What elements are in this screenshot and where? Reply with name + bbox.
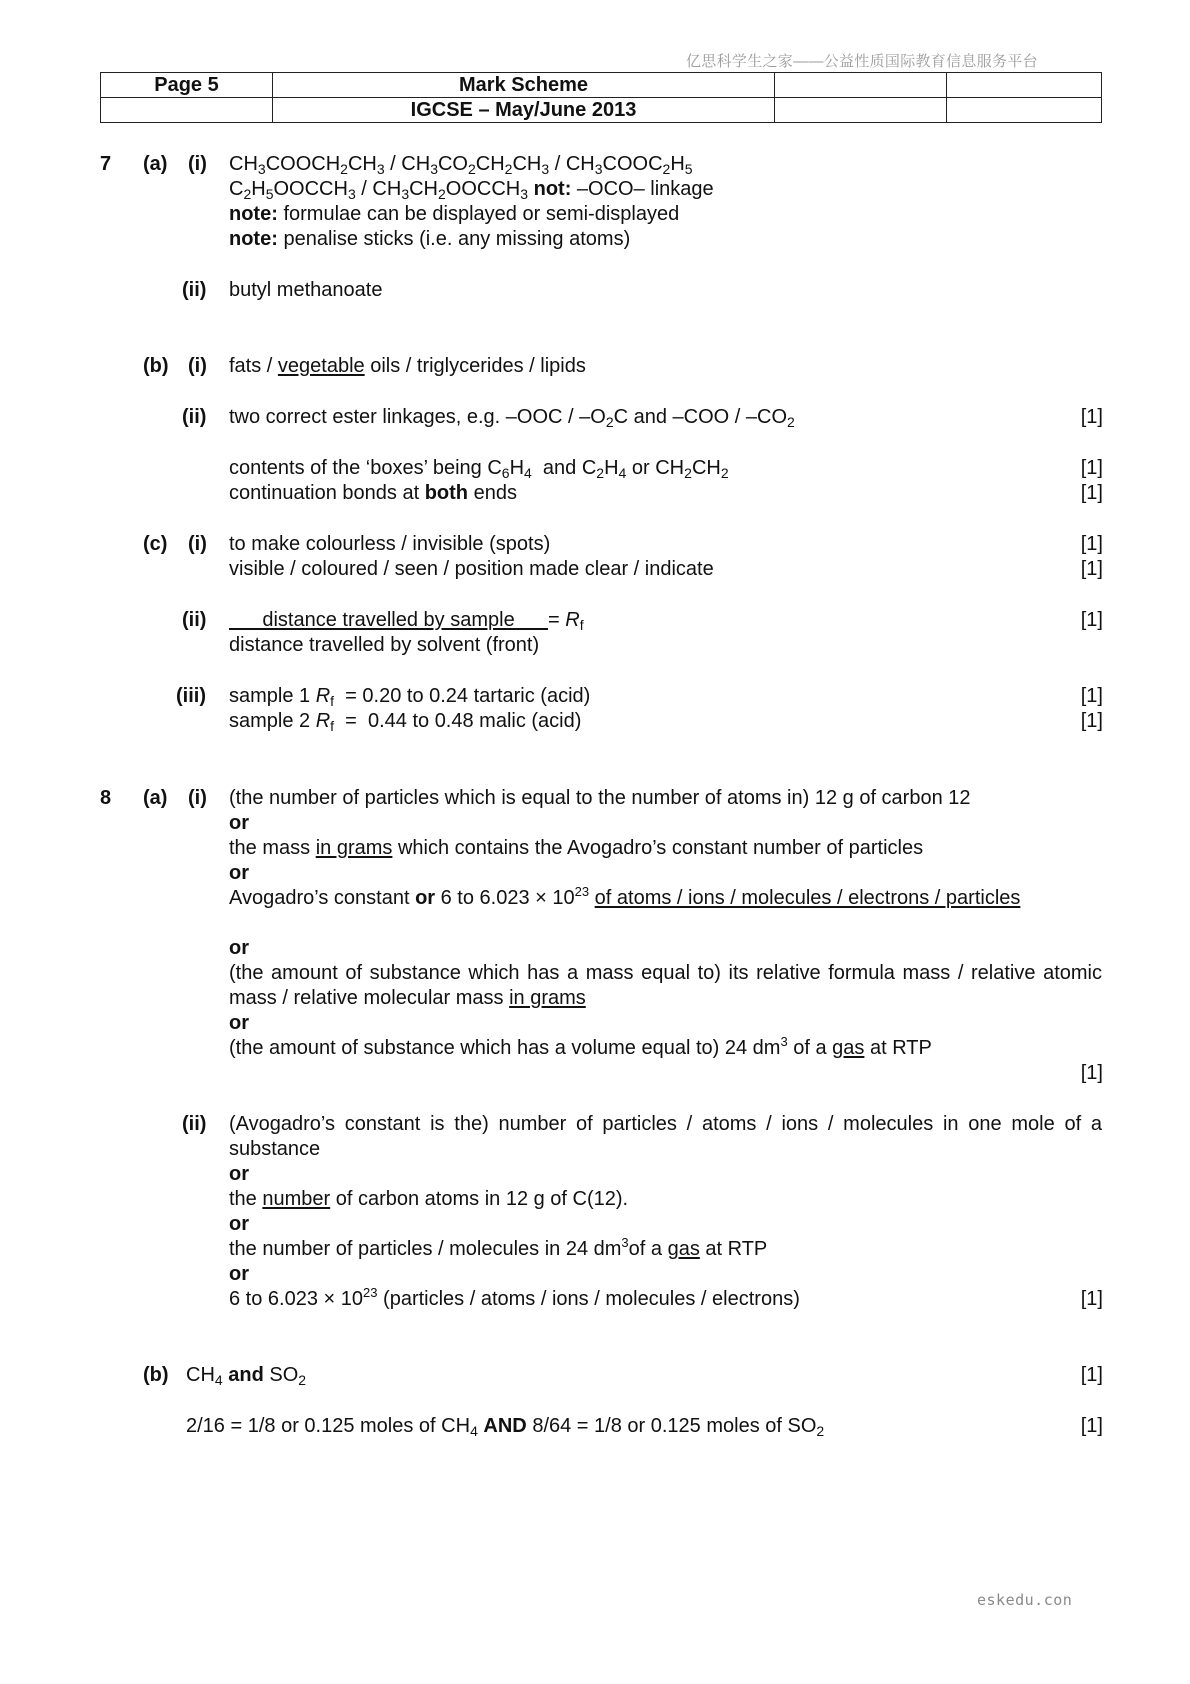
text-run: = 0.44 to 0.48 malic (acid) bbox=[334, 710, 582, 732]
subscript: 2 bbox=[438, 186, 446, 202]
answer-line bbox=[229, 481, 517, 506]
text-run: CH bbox=[186, 1364, 215, 1386]
mark-value: [1] bbox=[1080, 710, 1103, 732]
superscript: 3 bbox=[621, 1235, 629, 1250]
text-run: at RTP bbox=[699, 1238, 768, 1260]
header-empty-cell-3 bbox=[101, 98, 273, 123]
footer-site-text: eskedu.con bbox=[977, 1591, 1073, 1609]
text-run: C and –COO / –CO bbox=[613, 406, 788, 428]
bold-text: and bbox=[228, 1364, 264, 1386]
text-run: or CH bbox=[626, 457, 685, 479]
subscript: 2 bbox=[596, 465, 605, 481]
rf-formula bbox=[229, 608, 584, 633]
question-number: 8 bbox=[100, 787, 112, 809]
answer-line bbox=[229, 836, 923, 861]
text-run: H bbox=[670, 153, 685, 175]
subscript: 2 bbox=[662, 161, 671, 177]
mark-value: [1] bbox=[1080, 457, 1103, 479]
text-run: CH bbox=[691, 457, 721, 479]
answer-line bbox=[229, 961, 1102, 1011]
bold-text: AND bbox=[483, 1415, 527, 1437]
subscript: 2 bbox=[605, 414, 614, 430]
subscript: 4 bbox=[214, 1372, 223, 1388]
or-label: or bbox=[229, 937, 249, 959]
text-run: / CH bbox=[355, 178, 402, 200]
text-run: of a bbox=[628, 1238, 668, 1260]
text-run: CH bbox=[512, 153, 542, 175]
italic-text: R bbox=[315, 685, 331, 707]
or-label: or bbox=[229, 1263, 249, 1285]
text-run: (the amount of substance which has a volume equal to) 24 dm bbox=[229, 1037, 781, 1059]
text-run: 6 to 6.023 × 10 bbox=[435, 887, 575, 909]
underlined-text: gas bbox=[832, 1037, 865, 1059]
mark-value: [1] bbox=[1080, 609, 1103, 631]
subscript: 4 bbox=[618, 465, 627, 481]
text-run: Avogadro’s constant bbox=[229, 887, 416, 909]
bold-text: not: bbox=[533, 178, 572, 200]
header-title: Mark Scheme bbox=[273, 73, 775, 98]
text-run: / CH bbox=[549, 153, 595, 175]
mark-value: [1] bbox=[1080, 1288, 1103, 1310]
text-run: CO bbox=[437, 153, 468, 175]
text-run: C bbox=[229, 178, 244, 200]
or-label: or bbox=[229, 1163, 249, 1185]
or-label: or bbox=[229, 1012, 249, 1034]
subscript: 4 bbox=[470, 1423, 478, 1439]
subscript: 2 bbox=[684, 465, 692, 481]
subscript: 3 bbox=[376, 161, 385, 177]
subpart-label: (i) bbox=[188, 355, 207, 377]
answer-line bbox=[229, 152, 693, 177]
note-line bbox=[229, 202, 679, 227]
subscript: 3 bbox=[401, 186, 410, 202]
rf-equals: = bbox=[548, 609, 566, 631]
mark-value: [1] bbox=[1080, 1062, 1103, 1084]
watermark-text: 亿思科学生之家——公益性质国际教育信息服务平台 bbox=[686, 53, 1038, 70]
text-run: which contains the Avogadro’s constant number of particles bbox=[392, 837, 924, 859]
header-empty-cell-4 bbox=[775, 98, 947, 123]
answer-line bbox=[229, 1237, 767, 1262]
text-run: SO bbox=[263, 1364, 299, 1386]
text-run: 6 to 6.023 × 10 bbox=[229, 1288, 364, 1310]
subscript: 5 bbox=[265, 186, 274, 202]
text-run: H bbox=[604, 457, 619, 479]
question-number: 7 bbox=[100, 153, 112, 175]
answer-line bbox=[229, 456, 729, 481]
text-run: (particles / atoms / ions / molecules / electrons) bbox=[377, 1288, 800, 1310]
answer-line bbox=[229, 1036, 932, 1061]
underlined-text: number bbox=[262, 1188, 331, 1210]
bold-text: or bbox=[415, 887, 436, 909]
or-label: or bbox=[229, 1213, 249, 1235]
subpart-label: (ii) bbox=[182, 406, 207, 428]
text-run: of a bbox=[787, 1037, 833, 1059]
text-run: = 0.20 to 0.24 tartaric (acid) bbox=[334, 685, 591, 707]
text-run: COOCH bbox=[265, 153, 341, 175]
subscript: 3 bbox=[594, 161, 603, 177]
subpart-label: (iii) bbox=[176, 685, 206, 707]
subscript: 3 bbox=[520, 186, 529, 202]
text-run: sample 1 bbox=[229, 685, 316, 707]
mark-value: [1] bbox=[1080, 1364, 1103, 1386]
subpart-label: (ii) bbox=[182, 279, 207, 301]
part-label: (b) bbox=[143, 355, 169, 377]
note-line bbox=[229, 227, 630, 252]
rf-symbol: R bbox=[565, 609, 580, 631]
text-run: penalise sticks (i.e. any missing atoms) bbox=[277, 228, 631, 250]
or-label: or bbox=[229, 812, 249, 834]
underlined-text: vegetable bbox=[277, 355, 365, 377]
answer-line: (the number of particles which is equal to the number of atoms in) 12 g of carbon 12 bbox=[229, 787, 971, 809]
text-run: OOCCH bbox=[273, 178, 348, 200]
subpart-label: (i) bbox=[188, 153, 207, 175]
text-run: –OCO– linkage bbox=[571, 178, 714, 200]
header-table bbox=[100, 72, 1102, 123]
answer-line bbox=[229, 354, 586, 379]
part-label: (a) bbox=[143, 153, 168, 175]
mark-value: [1] bbox=[1080, 533, 1103, 555]
subpart-label: (i) bbox=[188, 533, 207, 555]
text-run: 8/64 = 1/8 or 0.125 moles of SO bbox=[526, 1415, 817, 1437]
underlined-text: of atoms / ions / molecules / electrons / particles bbox=[594, 887, 1021, 909]
answer-line bbox=[229, 177, 714, 202]
header-subtitle: IGCSE – May/June 2013 bbox=[273, 98, 775, 123]
subpart-label: (i) bbox=[188, 787, 207, 809]
text-run: ends bbox=[468, 482, 517, 504]
italic-text: R bbox=[315, 710, 331, 732]
text-run: 2/16 = 1/8 or 0.125 moles of CH bbox=[186, 1415, 471, 1437]
bold-text: both bbox=[424, 482, 469, 504]
subscript: 2 bbox=[340, 161, 348, 177]
answer-line bbox=[186, 1363, 306, 1388]
underlined-text: in grams bbox=[315, 837, 393, 859]
answer-line: butyl methanoate bbox=[229, 279, 383, 301]
text-run: of carbon atoms in 12 g of C(12). bbox=[330, 1188, 629, 1210]
mark-value: [1] bbox=[1080, 406, 1103, 428]
text-run: H bbox=[509, 457, 525, 479]
text-run: H bbox=[251, 178, 266, 200]
superscript: 23 bbox=[363, 1285, 378, 1300]
subscript: 3 bbox=[257, 161, 266, 177]
text-run: the number of particles / molecules in 24 dm bbox=[229, 1238, 622, 1260]
subscript: 2 bbox=[720, 465, 729, 481]
rf-denominator: distance travelled by solvent (front) bbox=[229, 634, 540, 656]
subscript: 3 bbox=[430, 161, 438, 177]
bold-text: note: bbox=[229, 228, 278, 250]
subpart-label: (ii) bbox=[182, 1113, 207, 1135]
subscript: 2 bbox=[504, 161, 513, 177]
answer-line bbox=[229, 1187, 628, 1212]
text-run: sample 2 bbox=[229, 710, 316, 732]
subscript: 5 bbox=[684, 161, 693, 177]
superscript: 23 bbox=[574, 884, 590, 899]
text-run: CH bbox=[229, 153, 258, 175]
subscript: 2 bbox=[243, 186, 252, 202]
answer-line: visible / coloured / seen / position made clear / indicate bbox=[229, 558, 714, 580]
part-label: (b) bbox=[143, 1364, 169, 1386]
answer-line bbox=[229, 886, 1102, 911]
header-empty-cell-5 bbox=[947, 98, 1102, 123]
part-label: (a) bbox=[143, 787, 168, 809]
text-run: (the amount of substance which has a mass equal to) its relative formula mass / relative atomic mass / relative molecular mass bbox=[229, 962, 1102, 1009]
text-run: and C bbox=[531, 457, 597, 479]
answer-line bbox=[229, 1287, 800, 1312]
answer-line bbox=[229, 405, 795, 430]
text-run: CH bbox=[409, 178, 438, 200]
mark-value: [1] bbox=[1080, 482, 1103, 504]
subscript: 2 bbox=[467, 161, 476, 177]
or-label: or bbox=[229, 862, 249, 884]
rf-numerator: distance travelled by sample bbox=[229, 609, 549, 631]
underlined-text: in grams bbox=[509, 987, 586, 1009]
rf-symbol-sub: f bbox=[579, 617, 584, 633]
text-run: oils / triglycerides / lipids bbox=[364, 355, 586, 377]
header-page: Page 5 bbox=[101, 73, 273, 98]
subscript: 3 bbox=[541, 161, 550, 177]
subscript: 2 bbox=[816, 1423, 825, 1439]
text-run: the bbox=[229, 1188, 263, 1210]
text-run: fats / bbox=[229, 355, 278, 377]
text-run: / CH bbox=[384, 153, 431, 175]
header-empty-cell-1 bbox=[775, 73, 947, 98]
text-run: continuation bonds at bbox=[229, 482, 425, 504]
underlined-text: gas bbox=[667, 1238, 700, 1260]
answer-line bbox=[229, 709, 581, 734]
subpart-label: (ii) bbox=[182, 609, 207, 631]
mark-value: [1] bbox=[1080, 1415, 1103, 1437]
subscript: f bbox=[330, 718, 335, 734]
mark-value: [1] bbox=[1080, 558, 1103, 580]
subscript: f bbox=[330, 693, 335, 709]
answer-line bbox=[186, 1414, 824, 1439]
text-run: two correct ester linkages, e.g. –OOC / –O bbox=[229, 406, 606, 428]
text-run: OOCCH bbox=[445, 178, 521, 200]
subscript: 2 bbox=[298, 1372, 307, 1388]
text-run: the mass bbox=[229, 837, 316, 859]
answer-line: to make colourless / invisible (spots) bbox=[229, 533, 551, 555]
text-run: formulae can be displayed or semi-displayed bbox=[277, 203, 680, 225]
text-run: contents of the ‘boxes’ being C bbox=[229, 457, 502, 479]
superscript: 3 bbox=[780, 1034, 788, 1049]
text-run: COOC bbox=[602, 153, 663, 175]
header-empty-cell-2 bbox=[947, 73, 1102, 98]
subscript: 3 bbox=[347, 186, 356, 202]
text-run: CH bbox=[347, 153, 377, 175]
text-run: CH bbox=[475, 153, 505, 175]
text-run: at RTP bbox=[864, 1037, 932, 1059]
part-label: (c) bbox=[143, 533, 168, 555]
mark-value: [1] bbox=[1080, 685, 1103, 707]
subscript: 2 bbox=[787, 414, 795, 430]
subscript: 6 bbox=[501, 465, 510, 481]
answer-line bbox=[229, 684, 590, 709]
answer-line: (Avogadro’s constant is the) number of particles / atoms / ions / molecules in one mole of a substance bbox=[229, 1113, 1102, 1160]
subscript: 4 bbox=[524, 465, 532, 481]
bold-text: note: bbox=[229, 203, 278, 225]
